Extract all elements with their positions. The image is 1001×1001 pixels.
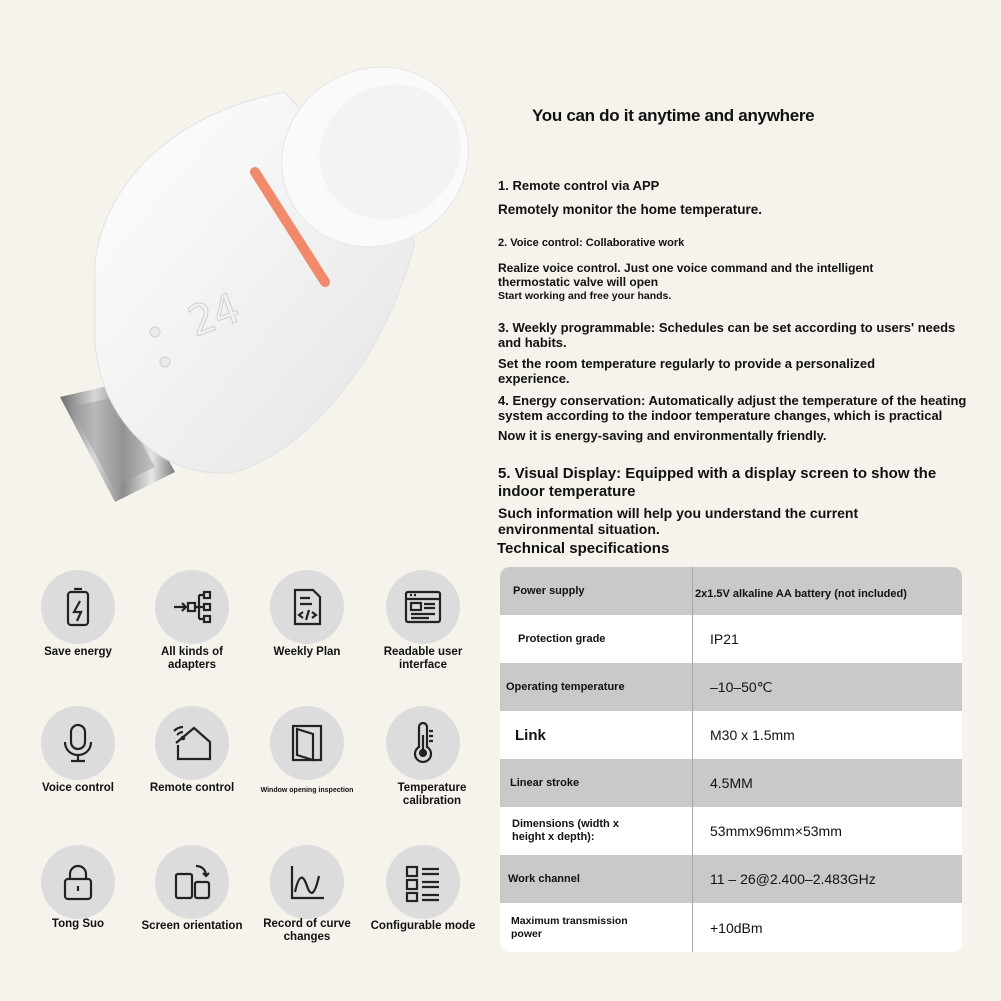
feature-5 bbox=[498, 465, 978, 537]
feature-label: Record of curve changes bbox=[263, 918, 351, 943]
feature-text: Now it is energy-saving and environmentally friendly. bbox=[498, 428, 827, 443]
feature-label: Weekly Plan bbox=[273, 646, 341, 658]
spec-value: IP21 bbox=[710, 631, 739, 647]
code-document-icon bbox=[270, 570, 344, 644]
feature-text: Set the room temperature regularly to provide a personalized experience. bbox=[498, 356, 876, 386]
feature-label: Tong Suo bbox=[51, 918, 105, 930]
spec-row bbox=[500, 663, 962, 711]
feature-label: Configurable mode bbox=[370, 920, 476, 932]
display-readout: 24 bbox=[181, 283, 246, 347]
adapters-icon bbox=[155, 570, 229, 644]
thermostat-product-image bbox=[55, 62, 475, 512]
spec-value: M30 x 1.5mm bbox=[710, 727, 795, 743]
page-heading: You can do it anytime and anywhere bbox=[532, 106, 815, 125]
interface-icon bbox=[386, 570, 460, 644]
feature-text: Start working and free your hands. bbox=[498, 290, 672, 302]
feature-title: 4. Energy conservation: Automatically adjust the temperature of the heating system according to the indoor temperature changes, which is practical bbox=[498, 393, 967, 423]
lock-icon bbox=[41, 845, 115, 919]
feature-label: Screen orientation bbox=[141, 920, 243, 932]
feature-2 bbox=[498, 236, 978, 304]
feature-label: Save energy bbox=[44, 646, 112, 658]
spec-title: Technical specifications bbox=[497, 540, 670, 557]
spec-label: Maximum transmission power bbox=[511, 914, 628, 940]
feature-text: Such information will help you understand the current environmental situation. bbox=[498, 505, 859, 537]
spec-value: 53mmx96mm×53mm bbox=[710, 823, 842, 839]
spec-label: Protection grade bbox=[518, 632, 606, 645]
microphone-icon bbox=[41, 706, 115, 780]
spec-label: Linear stroke bbox=[510, 776, 580, 789]
feature-title: 3. Weekly programmable: Schedules can be set according to users' needs and habits. bbox=[498, 320, 956, 350]
feature-4 bbox=[498, 393, 978, 443]
spec-value: +10dBm bbox=[710, 919, 763, 936]
spec-value: 4.5MM bbox=[710, 775, 753, 791]
feature-title: 5. Visual Display: Equipped with a display screen to show the indoor temperature bbox=[498, 465, 937, 500]
feature-label: Temperature calibration bbox=[397, 782, 467, 807]
feature-text: Realize voice control. Just one voice command and the intelligent thermostatic valve will open bbox=[498, 261, 874, 289]
spec-value: 2x1.5V alkaline AA battery (not included) bbox=[695, 588, 907, 600]
feature-label: Window opening inspection bbox=[260, 787, 354, 794]
spec-label: Power supply bbox=[513, 584, 585, 597]
thermometer-icon bbox=[386, 706, 460, 780]
spec-row bbox=[500, 567, 962, 615]
rotate-screen-icon bbox=[155, 845, 229, 919]
window-icon bbox=[270, 706, 344, 780]
grid-list-icon bbox=[386, 845, 460, 919]
spec-row bbox=[500, 903, 962, 952]
spec-value: 11 – 26@2.400–2.483GHz bbox=[710, 871, 876, 887]
spec-label: Operating temperature bbox=[506, 680, 625, 693]
feature-title: 2. Voice control: Collaborative work bbox=[498, 237, 685, 249]
spec-value: –10–50℃ bbox=[710, 678, 773, 695]
smart-home-icon bbox=[155, 706, 229, 780]
curve-chart-icon bbox=[270, 845, 344, 919]
battery-icon bbox=[41, 570, 115, 644]
spec-row bbox=[500, 711, 962, 759]
feature-label: All kinds of adapters bbox=[161, 646, 223, 671]
spec-label: Dimensions (width x height x depth): bbox=[512, 818, 619, 843]
spec-row bbox=[500, 615, 962, 663]
feature-1 bbox=[498, 178, 978, 217]
feature-text: Remotely monitor the home temperature. bbox=[498, 202, 763, 217]
feature-3 bbox=[498, 320, 978, 386]
feature-label: Readable user interface bbox=[383, 646, 463, 671]
spec-table bbox=[500, 567, 962, 952]
spec-label: Link bbox=[515, 726, 546, 744]
spec-row bbox=[500, 807, 962, 855]
feature-label: Remote control bbox=[149, 782, 235, 794]
spec-row bbox=[500, 759, 962, 807]
spec-row bbox=[500, 855, 962, 903]
spec-label: Work channel bbox=[508, 872, 580, 885]
feature-label: Voice control bbox=[42, 782, 114, 794]
feature-title: 1. Remote control via APP bbox=[498, 178, 660, 193]
